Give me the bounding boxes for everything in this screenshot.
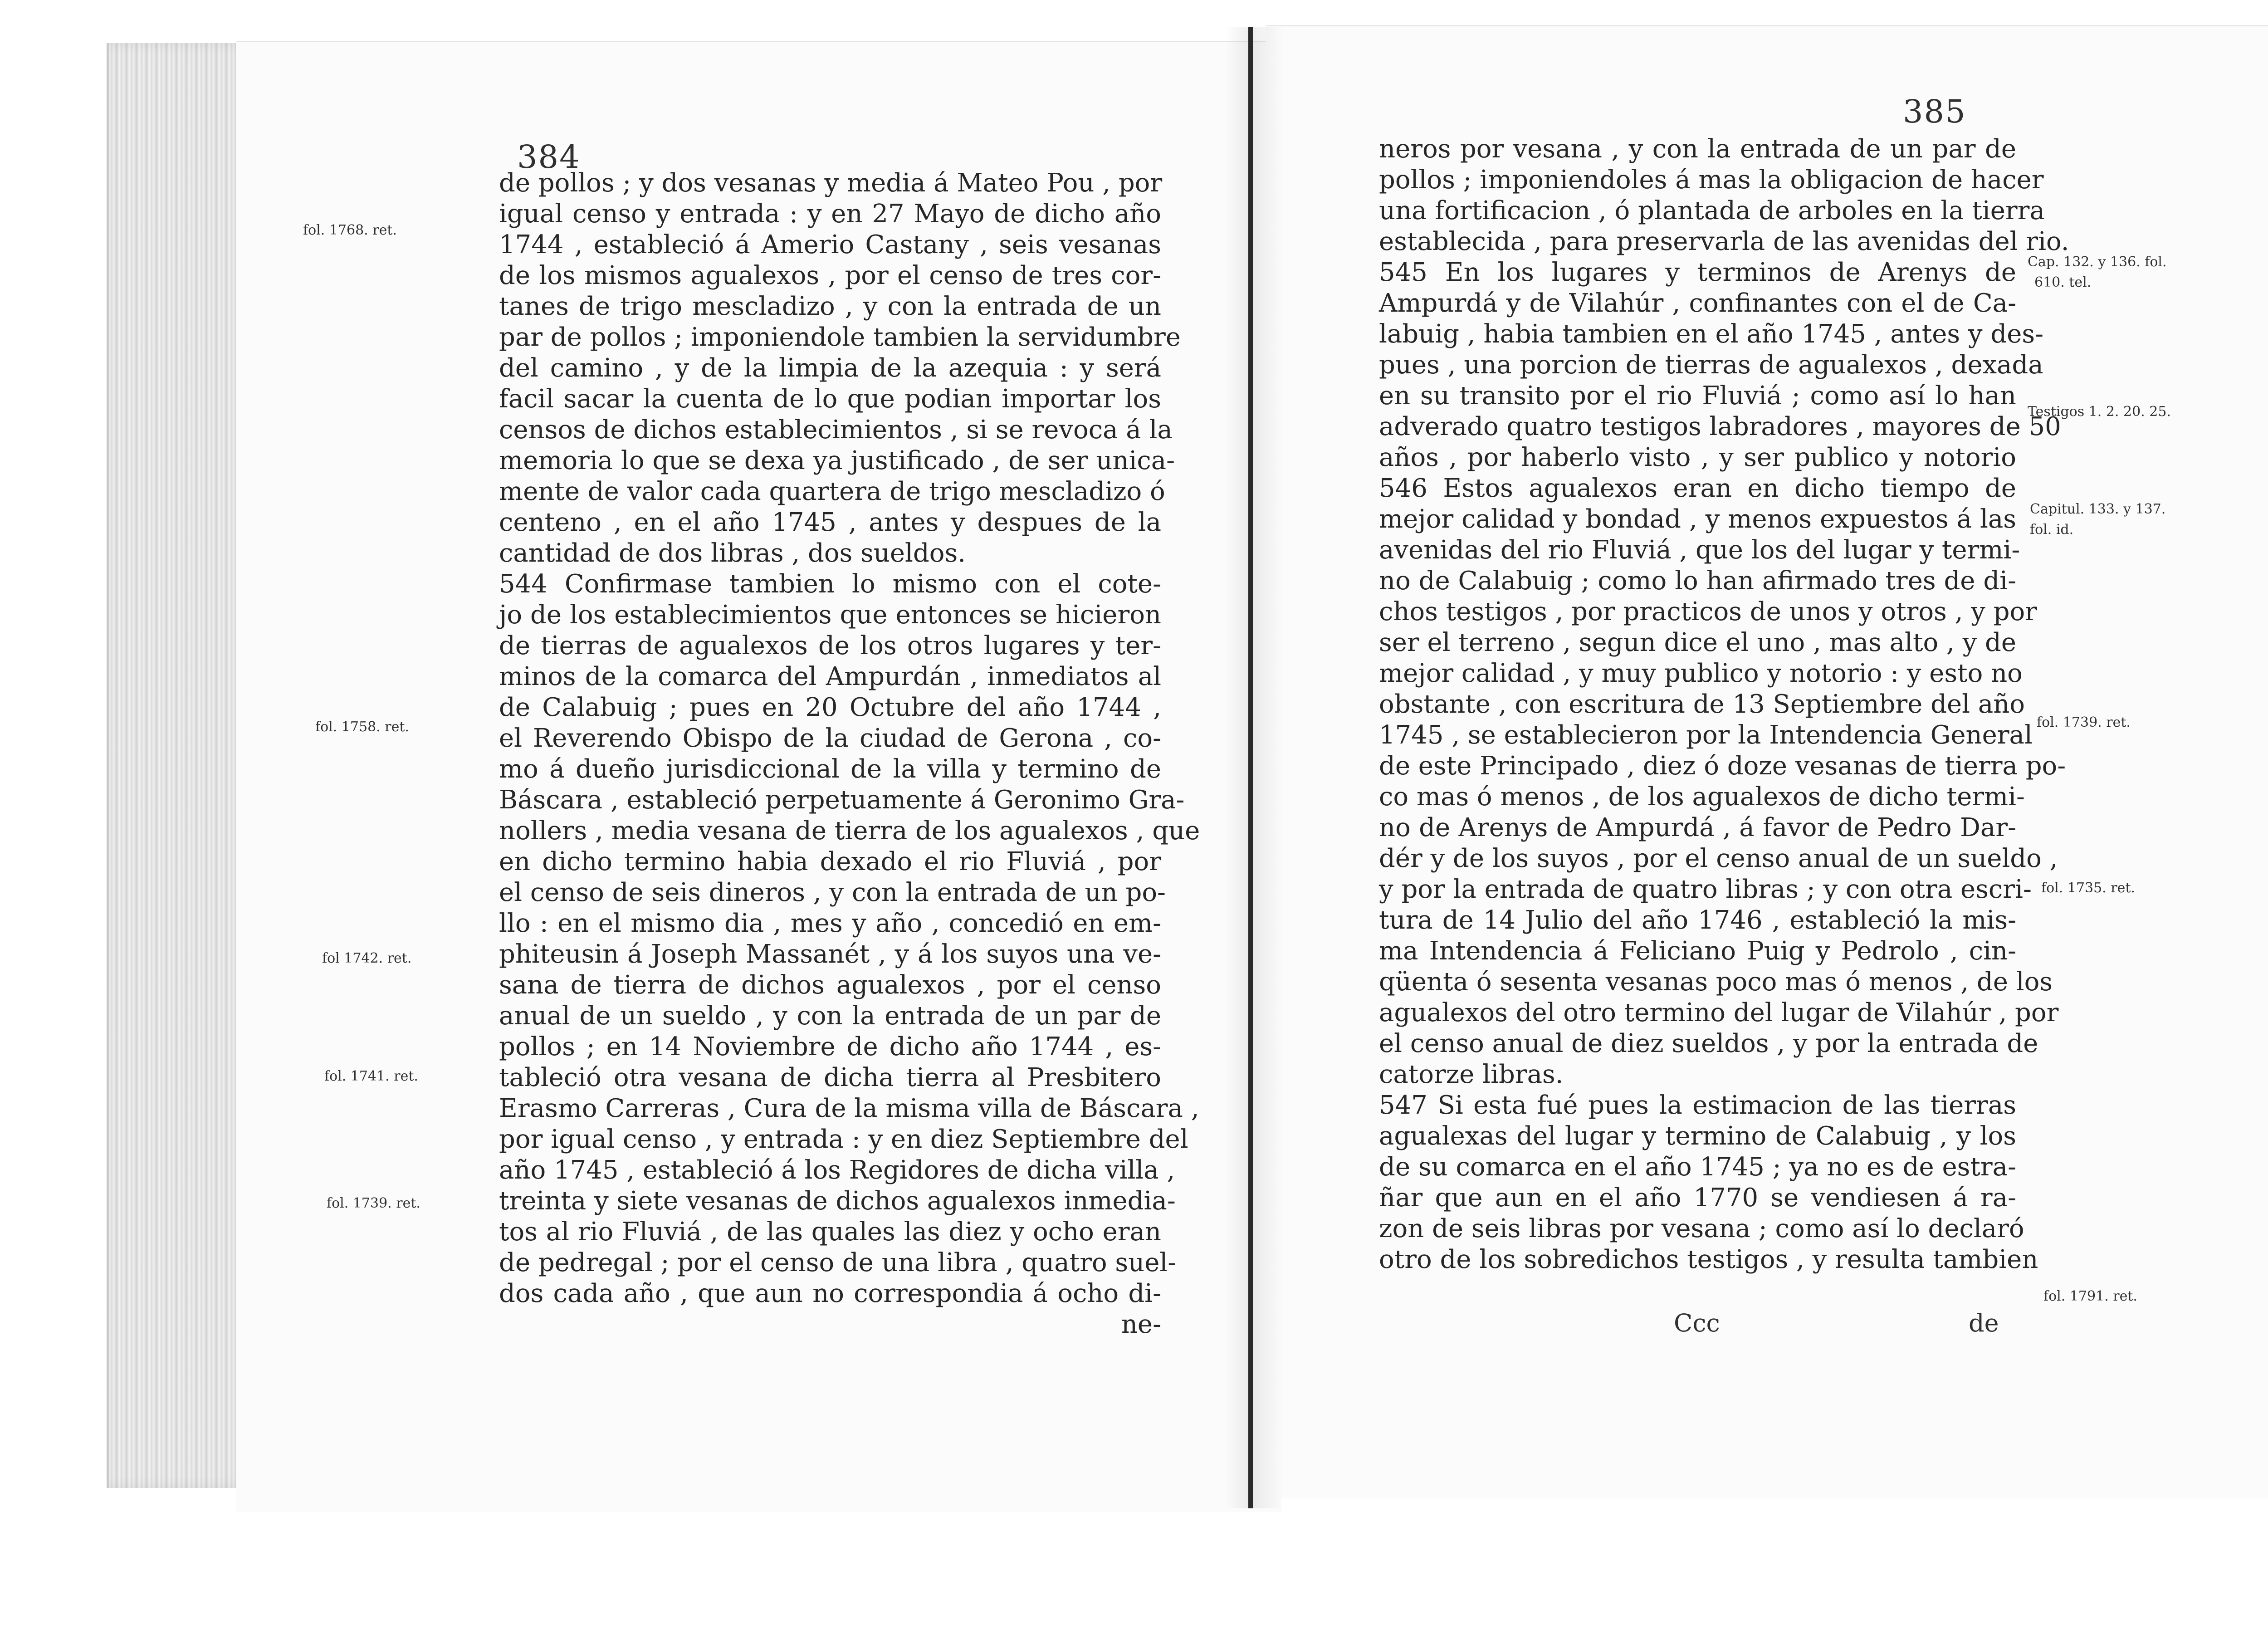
text-line: avenidas del rio Fluviá , que los del lugar y termi- [1379, 535, 2020, 565]
text-line: año 1745 , estableció á los Regidores de dicha villa , [499, 1155, 1175, 1185]
text-line: tura de 14 Julio del año 1746 , estableció la mis- [1379, 905, 2016, 935]
margin-note: fol. 1768. ret. [303, 222, 397, 238]
margin-note: fol 1742. ret. [322, 950, 412, 966]
book-gutter [1248, 27, 1253, 1508]
text-line: sana de tierra de dichos agualexos , por el censo [499, 970, 1161, 1000]
text-line: llo : en el mismo dia , mes y año , concedió en em- [499, 909, 1161, 938]
text-line: 1744 , estableció á Amerio Castany , seis vesanas [499, 230, 1161, 259]
gutter-shadow [1225, 27, 1284, 1508]
text-line: jo de los establecimientos que entonces se hicieron [499, 600, 1161, 630]
text-line: tableció otra vesana de dicha tierra al Presbitero [499, 1063, 1161, 1092]
text-line: memoria lo que se dexa ya justificado , de ser unica- [499, 446, 1175, 475]
text-line: igual censo y entrada : y en 27 Mayo de dicho año [499, 199, 1161, 229]
text-line: labuig , habia tambien en el año 1745 , antes y des- [1379, 319, 2043, 349]
text-line: de los mismos agualexos , por el censo de tres cor- [499, 261, 1161, 290]
text-line: 547 Si esta fué pues la estimacion de las tierras [1379, 1091, 2016, 1120]
text-line: Erasmo Carreras , Cura de la misma villa de Báscara , [499, 1094, 1199, 1123]
text-line: Ampurdá y de Vilahúr , confinantes con el de Ca- [1379, 289, 2016, 318]
text-line: en dicho termino habia dexado el rio Fluviá , por [499, 847, 1161, 876]
text-line: el Reverendo Obispo de la ciudad de Gerona , co- [499, 724, 1161, 753]
text-line: centeno , en el año 1745 , antes y despues de la [499, 508, 1161, 537]
margin-note: fol. 1739. ret. [2037, 714, 2131, 730]
text-line: 545 En los lugares y terminos de Arenys de [1379, 258, 2016, 287]
text-line: censos de dichos establecimientos , si se revoca á la [499, 415, 1173, 445]
text-line: chos testigos , por practicos de unos y otros , y por [1379, 597, 2037, 626]
text-line: pollos ; imponiendoles á mas la obligacion de hacer [1379, 165, 2044, 195]
text-line: ser el terreno , segun dice el uno , mas alto , y de [1379, 628, 2017, 657]
text-line: de este Principado , diez ó doze vesanas de tierra po- [1379, 751, 2066, 781]
margin-note: 610. tel. [2034, 274, 2092, 290]
text-line: de Calabuig ; pues en 20 Octubre del año 1744 , [499, 693, 1161, 722]
text-line: pues , una porcion de tierras de agualexos , dexada [1379, 350, 2043, 380]
margin-note: Capitul. 133. y 137. [2030, 501, 2166, 517]
text-line: agualexos del otro termino del lugar de Vilahúr , por [1379, 998, 2059, 1027]
margin-note: fol. 1739. ret. [327, 1195, 420, 1211]
text-line: de pollos ; y dos vesanas y media á Mateo Pou , por [499, 168, 1163, 198]
text-line: treinta y siete vesanas de dichos agualexos inmedia- [499, 1186, 1176, 1216]
text-line: años , por haberlo visto , y ser publico y notorio [1379, 443, 2016, 472]
text-line: mejor calidad y bondad , y menos expuestos á las [1379, 504, 2016, 534]
left-text-column [499, 168, 1200, 1340]
text-line: co mas ó menos , de los agualexos de dicho termi- [1379, 782, 2025, 812]
text-line: por igual censo , y entrada : y en diez Septiembre del [499, 1125, 1188, 1154]
text-line: mo á dueño jurisdiccional de la villa y termino de [499, 754, 1161, 784]
text-line: otro de los sobredichos testigos , y resulta tambien [1379, 1245, 2038, 1274]
text-line: tanes de trigo mescladizo , y con la entrada de un [499, 292, 1161, 321]
text-line: agualexas del lugar y termino de Calabuig , y los [1379, 1121, 2016, 1151]
text-line: par de pollos ; imponiendole tambien la servidumbre [499, 323, 1181, 352]
signature-mark: Ccc [1674, 1309, 1720, 1337]
margin-note: Testigos 1. 2. 20. 25. [2028, 404, 2171, 420]
text-line: ñar que aun en el año 1770 se vendiesen á ra- [1379, 1183, 2016, 1213]
text-line: cantidad de dos libras , dos sueldos. [499, 538, 966, 568]
text-line: 1745 , se establecieron por la Intendencia General [1379, 720, 2033, 750]
text-line: tos al rio Fluviá , de las quales las diez y ocho eran [499, 1217, 1161, 1247]
text-line: dér y de los suyos , por el censo anual de un sueldo , [1379, 844, 2058, 873]
catchword: de [1969, 1309, 1999, 1337]
text-line: no de Arenys de Ampurdá , á favor de Pedro Dar- [1379, 813, 2016, 842]
text-line: no de Calabuig ; como lo han afirmado tres de di- [1379, 566, 2016, 596]
margin-note: fol. 1758. ret. [315, 719, 409, 735]
margin-note: fol. id. [2030, 522, 2074, 538]
text-line: zon de seis libras por vesana ; como así lo declaró [1379, 1214, 2024, 1243]
text-line: una fortificacion , ó plantada de arboles en la tierra [1379, 196, 2045, 225]
text-line: dos cada año , que aun no correspondia á ocho di- [499, 1279, 1161, 1308]
text-line: de pedregal ; por el censo de una libra , quatro suel- [499, 1248, 1177, 1277]
text-line: Báscara , estableció perpetuamente á Geronimo Gra- [499, 785, 1185, 815]
text-line: de su comarca en el año 1745 ; ya no es de estra- [1379, 1152, 2016, 1182]
text-line: obstante , con escritura de 13 Septiembre del año [1379, 690, 2025, 719]
margin-note: fol. 1735. ret. [2041, 880, 2135, 896]
text-line: del camino , y de la limpia de la azequia : y será [499, 353, 1161, 383]
text-line: ma Intendencia á Feliciano Puig y Pedrolo , cin- [1379, 936, 2016, 966]
page-number-left: 384 [517, 138, 581, 176]
text-line: facil sacar la cuenta de lo que podian importar los [499, 384, 1161, 414]
text-line: adverado quatro testigos labradores , mayores de 50 [1379, 412, 2061, 441]
text-line: de tierras de agualexos de los otros lugares y ter- [499, 631, 1161, 660]
page-number-right: 385 [1903, 93, 1966, 130]
text-line: nollers , media vesana de tierra de los agualexos , que [499, 816, 1200, 846]
text-line: neros por vesana , y con la entrada de un par de [1379, 134, 2016, 164]
text-line: el censo anual de diez sueldos , y por la entrada de [1379, 1029, 2038, 1058]
text-line: establecida , para preservarla de las avenidas del rio. [1379, 227, 2069, 256]
text-line: catorze libras. [1379, 1060, 1564, 1089]
book-fore-edge [107, 43, 250, 1488]
margin-note: fol. 1741. ret. [324, 1068, 418, 1084]
text-line: anual de un sueldo , y con la entrada de un par de [499, 1001, 1161, 1031]
text-line: el censo de seis dineros , y con la entrada de un po- [499, 878, 1166, 907]
text-line: en su transito por el rio Fluviá ; como así lo han [1379, 381, 2016, 411]
text-line: mente de valor cada quartera de trigo mescladizo ó [499, 477, 1165, 506]
margin-note: Cap. 132. y 136. fol. [2028, 254, 2167, 270]
text-line: qüenta ó sesenta vesanas poco mas ó menos , de los [1379, 967, 2053, 997]
catchword: ne- [1121, 1310, 1161, 1339]
text-line: minos de la comarca del Ampurdán , inmediatos al [499, 662, 1161, 691]
text-line: pollos ; en 14 Noviembre de dicho año 1744 , es- [499, 1032, 1161, 1062]
text-line: phiteusin á Joseph Massanét , y á los suyos una ve- [499, 939, 1161, 969]
margin-note: fol. 1791. ret. [2043, 1288, 2137, 1304]
text-line: 546 Estos agualexos eran en dicho tiempo de [1379, 474, 2016, 503]
text-line: y por la entrada de quatro libras ; y con otra escri- [1379, 875, 2032, 904]
text-line: mejor calidad , y muy publico y notorio : y esto no [1379, 659, 2023, 688]
text-line: 544 Confirmase tambien lo mismo con el cote- [499, 569, 1161, 599]
